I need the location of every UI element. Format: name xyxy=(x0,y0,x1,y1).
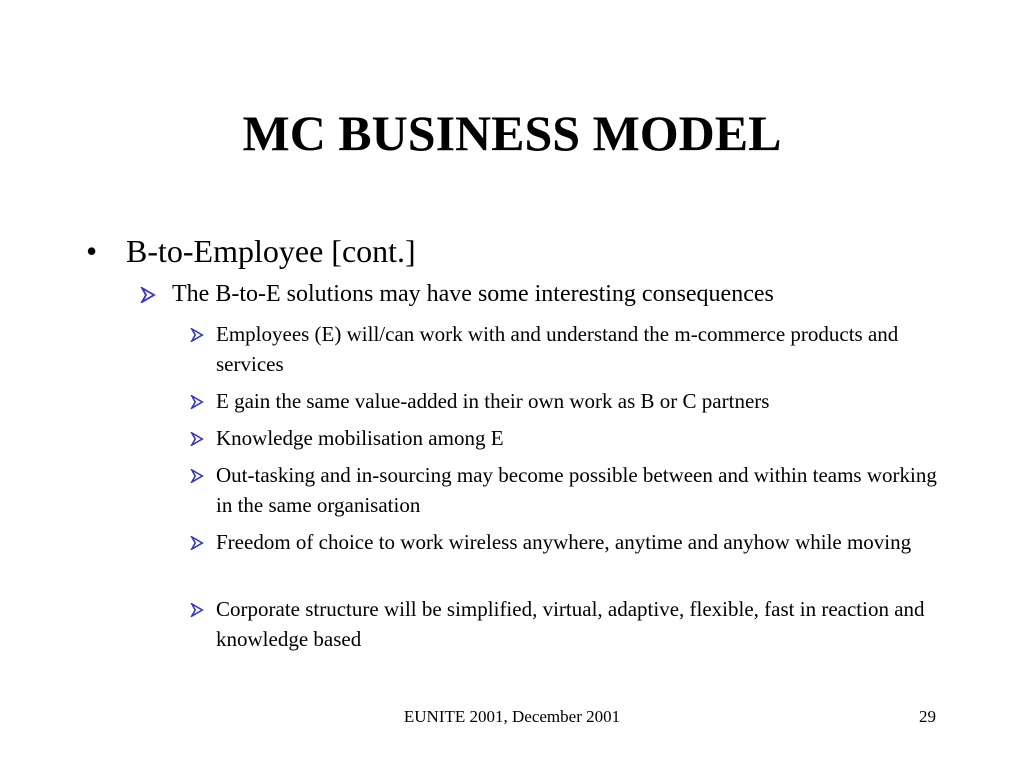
arrow-bullet-icon xyxy=(190,536,204,550)
level3-text: Employees (E) will/can work with and understand the m-commerce products and services xyxy=(216,322,899,376)
level3-text: Knowledge mobilisation among E xyxy=(216,426,504,450)
level3-item xyxy=(190,527,950,557)
level3-text: Out-tasking and in-sourcing may become possible between and within teams working in the same organisation xyxy=(216,463,937,517)
arrow-bullet-icon xyxy=(140,287,156,303)
slide-title: MC BUSINESS MODEL xyxy=(242,105,782,161)
level3-text: Corporate structure will be simplified, virtual, adaptive, flexible, fast in reaction and knowledge based xyxy=(216,597,925,651)
level3-text: E gain the same value-added in their own work as B or C partners xyxy=(216,389,770,413)
level3-text: Freedom of choice to work wireless anywhere, anytime and anyhow while moving xyxy=(216,530,912,554)
level1-text: B-to-Employee [cont.] xyxy=(126,233,416,269)
level3-item xyxy=(190,423,950,453)
arrow-bullet-icon xyxy=(190,328,204,342)
arrow-bullet-icon xyxy=(190,469,204,483)
footer-event-date: EUNITE 2001, December 2001 xyxy=(403,707,621,726)
arrow-bullet-icon xyxy=(190,395,204,409)
level3-item xyxy=(190,319,950,379)
arrow-bullet-icon xyxy=(190,432,204,446)
level3-item xyxy=(190,386,950,416)
arrow-bullet-icon xyxy=(190,603,204,617)
page-number: 29 xyxy=(919,707,936,726)
level3-item xyxy=(190,594,950,654)
bullet-icon: • xyxy=(86,233,98,269)
level3-item xyxy=(190,460,950,520)
level2-text: The B-to-E solutions may have some interesting consequences xyxy=(172,281,774,307)
